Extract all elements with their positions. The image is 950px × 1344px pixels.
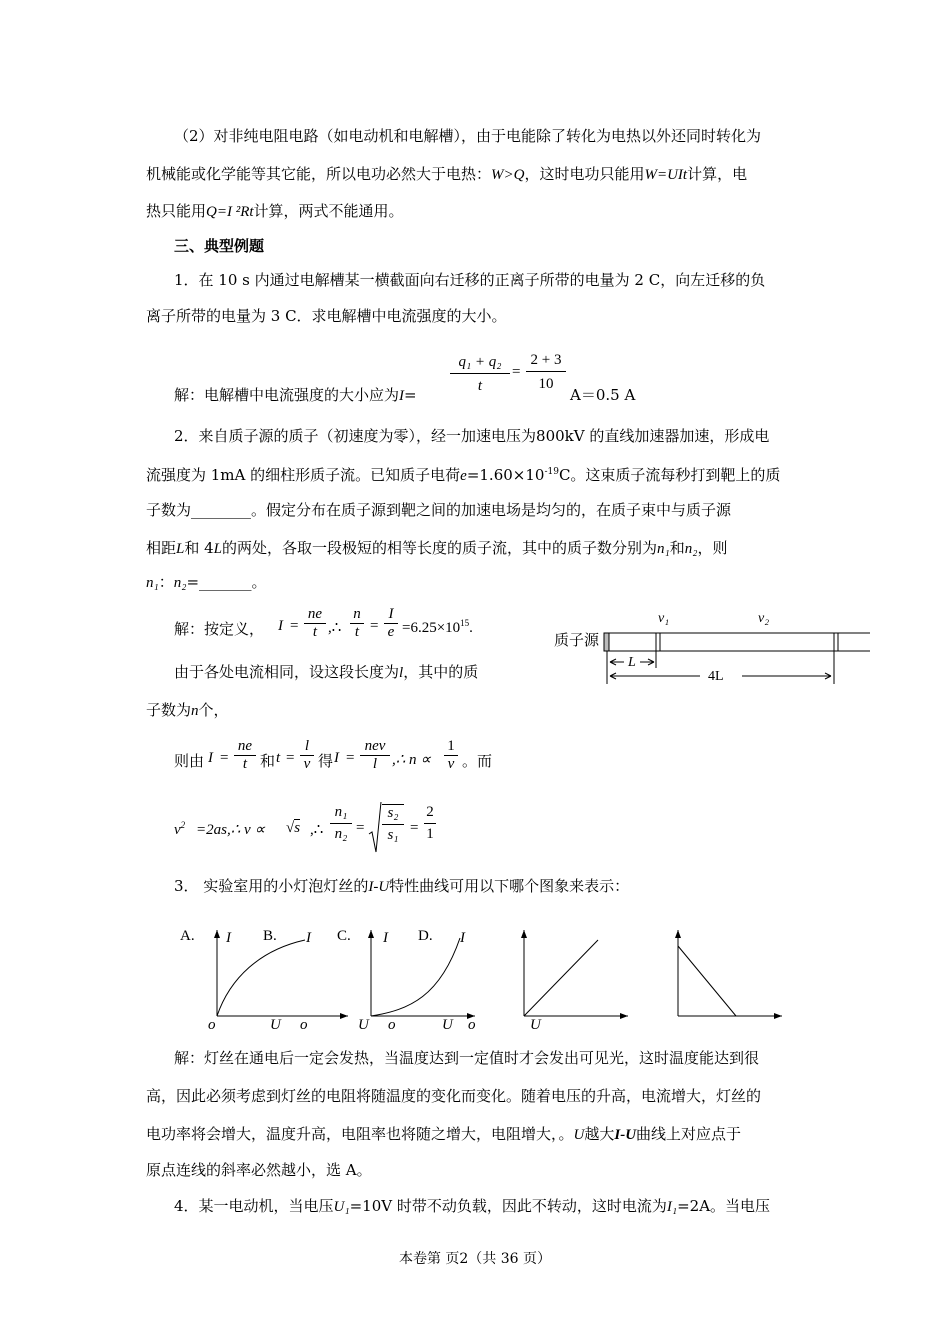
var: I bbox=[278, 618, 283, 634]
ex4-line1 bbox=[174, 1198, 838, 1215]
text: 特性曲线可用以下哪个图象来表示： bbox=[389, 877, 630, 895]
para-2-line1: （2）对非纯电阻电路（如电动机和电解槽），由于电能除了转化为电热以外还同时转化为 bbox=[174, 127, 762, 145]
frac-num: 1 bbox=[444, 738, 458, 756]
frac-num: ne bbox=[234, 738, 256, 756]
var: e bbox=[460, 468, 467, 484]
text: ，这时电功只能用 bbox=[524, 165, 645, 183]
var: I bbox=[208, 750, 213, 766]
line-linear bbox=[524, 940, 598, 1016]
text: 解：电解槽中电流强度的大小应为 bbox=[174, 386, 400, 404]
axis-U-A: U bbox=[270, 1017, 281, 1033]
text: 则由 bbox=[174, 752, 205, 770]
text: ： bbox=[158, 573, 174, 591]
frac-den: l bbox=[372, 756, 378, 772]
text: . bbox=[469, 620, 473, 636]
frac-num: ne bbox=[304, 606, 326, 624]
ex1-line2: 离子所带的电量为 3 C．求电解槽中电流强度的大小。 bbox=[146, 307, 507, 325]
text: ,∴ bbox=[310, 822, 324, 838]
frac-den: v bbox=[447, 756, 455, 772]
L-label: L bbox=[628, 655, 636, 670]
text: =10V 时带不动负载，因此不转动，这时电流为 bbox=[349, 1197, 667, 1215]
curve-A bbox=[217, 940, 305, 1016]
value bbox=[402, 618, 473, 637]
text: 。而 bbox=[462, 752, 493, 770]
text: = bbox=[356, 820, 365, 836]
source-label: 质子源 bbox=[554, 633, 600, 649]
origin-C: o bbox=[388, 1017, 396, 1033]
ex1-line1: 1．在 10 s 内通过电解槽某一横截面向右迁移的正离子所带的电量为 2 C，向左迁移的负 bbox=[174, 271, 766, 289]
text: 3． 实验室用的小灯泡灯丝的 bbox=[174, 877, 369, 895]
frac-num: n₁ bbox=[330, 804, 352, 824]
sup: -19 bbox=[544, 467, 559, 477]
ex2-sol4 bbox=[174, 734, 574, 780]
ex2-sol5 bbox=[174, 800, 574, 860]
text: =1.60×10 bbox=[466, 466, 545, 484]
text: = bbox=[404, 386, 417, 404]
text: s bbox=[294, 820, 301, 836]
text: ，则 bbox=[697, 539, 728, 557]
text: 和 bbox=[260, 752, 276, 770]
ex2-sol1 bbox=[174, 604, 524, 650]
ex3-sol3 bbox=[146, 1126, 810, 1143]
var: t bbox=[276, 750, 281, 766]
var: U₁ bbox=[333, 1199, 350, 1215]
frac-num: n bbox=[350, 606, 364, 624]
text: 4．某一电动机，当电压 bbox=[174, 1197, 334, 1215]
frac-num: 2 bbox=[424, 804, 436, 824]
v1-label: v₁ bbox=[658, 611, 670, 626]
formula: Q=I ²Rt bbox=[206, 204, 254, 220]
frac-den: s₁ bbox=[387, 827, 399, 843]
axis-U-C2: U bbox=[442, 1017, 453, 1033]
formula: I-U bbox=[614, 1127, 637, 1143]
text: 和 4 bbox=[184, 539, 214, 557]
ex3-sol4: 原点连线的斜率必然越小，选 A。 bbox=[146, 1161, 372, 1179]
text: 热只能用 bbox=[146, 202, 207, 220]
axis-I-B: I bbox=[306, 930, 311, 946]
text: = bbox=[290, 618, 299, 634]
text: 机械能或化学能等其它能，所以电功必然大于电热： bbox=[146, 165, 492, 183]
var: L bbox=[213, 541, 223, 557]
text: = bbox=[346, 750, 355, 766]
sqrt-s: √s bbox=[286, 820, 301, 836]
para-2-line3 bbox=[146, 203, 810, 220]
text: =2as,∴ v ∝ bbox=[196, 822, 266, 838]
four-L-label: 4L bbox=[708, 669, 724, 684]
text: 得 bbox=[318, 752, 334, 770]
var: U bbox=[573, 1127, 585, 1143]
para-2-line2 bbox=[146, 166, 810, 183]
axis-U-3: U bbox=[530, 1017, 541, 1033]
page-footer: 本卷第 页2（共 36 页） bbox=[398, 1251, 552, 1267]
text: ,∴ bbox=[328, 620, 342, 636]
frac-den: e bbox=[387, 624, 395, 640]
var: l bbox=[399, 665, 404, 681]
text: 计算，电 bbox=[687, 165, 748, 183]
text: =2A。当电压 bbox=[677, 1197, 771, 1215]
ex2-line4 bbox=[146, 540, 810, 557]
var: n bbox=[191, 703, 199, 719]
ex2-line1: 2．来自质子源的质子（初速度为零），经一加速电压为800kV 的直线加速器加速，形成电 bbox=[174, 427, 770, 445]
v-squared bbox=[174, 820, 185, 839]
label-D: D. bbox=[418, 928, 433, 944]
origin-B: o bbox=[300, 1017, 308, 1033]
text: 电功率将会增大，温度升高，电阻率也将随之增大，电阻增大，。 bbox=[146, 1125, 574, 1143]
var: I₁ bbox=[666, 1199, 678, 1215]
text: =6.25×10 bbox=[402, 620, 461, 636]
text: ，其中的质 bbox=[403, 663, 479, 681]
frac-den: t bbox=[312, 624, 318, 640]
text: C。这束质子流每秒打到靶上的质 bbox=[558, 466, 781, 484]
text: 曲线上对应点于 bbox=[636, 1125, 742, 1143]
frac-den: 10 bbox=[538, 376, 554, 392]
ex3-sol2: 高，因此必须考虑到灯丝的电阻将随温度的变化而变化。随着电压的升高，电流增大，灯丝的 bbox=[146, 1087, 762, 1105]
sqrt-sign bbox=[368, 800, 382, 856]
frac-den: 1 bbox=[426, 826, 434, 842]
frac-den: n₂ bbox=[334, 826, 348, 842]
var: n₁ bbox=[657, 541, 670, 557]
frac-num: l bbox=[300, 738, 314, 756]
axis-I-A: I bbox=[226, 930, 231, 946]
frac-num: 2 + 3 bbox=[526, 352, 566, 372]
ex2-line2 bbox=[146, 464, 810, 484]
text: =_______。 bbox=[186, 573, 267, 591]
text: 子数为 bbox=[146, 701, 192, 719]
ex2-line5 bbox=[146, 574, 810, 591]
line-decreasing bbox=[678, 946, 736, 1016]
axis-I-C: I bbox=[383, 930, 388, 946]
text: 和 bbox=[669, 539, 685, 557]
text: 越大 bbox=[584, 1125, 615, 1143]
text: = bbox=[220, 750, 229, 766]
var: n₁ bbox=[146, 575, 159, 591]
frac-den: t bbox=[242, 756, 248, 772]
v2-label: v₂ bbox=[758, 611, 770, 626]
ex3-line1 bbox=[174, 878, 838, 895]
ex1-solution bbox=[174, 350, 674, 404]
curve-C bbox=[371, 938, 460, 1016]
text: v bbox=[174, 822, 181, 838]
text: = bbox=[286, 750, 295, 766]
text: 由于各处电流相同，设这段长度为 bbox=[174, 663, 400, 681]
label-B: B. bbox=[263, 928, 277, 944]
text: 计算，两式不能通用。 bbox=[253, 202, 404, 220]
origin-A: o bbox=[208, 1017, 216, 1033]
formula: W>Q bbox=[491, 167, 525, 183]
text: A＝0.5 A bbox=[570, 386, 636, 404]
frac-num: I bbox=[384, 606, 398, 624]
text: 流强度为 1mA 的细柱形质子流。已知质子电荷 bbox=[146, 466, 461, 484]
sup: 15 bbox=[460, 618, 470, 628]
frac-num: q₁ + q₂ bbox=[450, 354, 510, 374]
var: n₂ bbox=[173, 575, 187, 591]
ex2-sol2 bbox=[174, 664, 534, 681]
text: 的两处，各取一段极短的相等长度的质子流，其中的质子数分别为 bbox=[222, 539, 658, 557]
var: I bbox=[399, 388, 405, 404]
text: 个， bbox=[198, 701, 229, 719]
frac-num: nev bbox=[360, 738, 390, 756]
text: = bbox=[512, 364, 521, 380]
label-A: A. bbox=[180, 928, 195, 944]
source-block bbox=[604, 633, 609, 651]
text: 相距 bbox=[146, 539, 177, 557]
frac-den: t bbox=[477, 378, 483, 394]
text: 解：按定义， bbox=[174, 620, 265, 638]
ex2-line3: 子数为________。假定分布在质子源到靶之间的加速电场是均匀的，在质子束中与质子源 bbox=[146, 501, 732, 519]
var: I bbox=[334, 750, 339, 766]
ex3-sol1: 解：灯丝在通电后一定会发热，当温度达到一定值时才会发出可见光，这时温度能达到很 bbox=[174, 1049, 760, 1067]
iu-graphs bbox=[170, 918, 790, 1036]
axis-U-C: U bbox=[358, 1017, 369, 1033]
text: = bbox=[370, 618, 379, 634]
formula: I-U bbox=[368, 879, 390, 895]
label-C: C. bbox=[337, 928, 351, 944]
var: L bbox=[176, 541, 185, 557]
section-title: 三、典型例题 bbox=[174, 237, 265, 255]
text: ,∴ n ∝ bbox=[392, 752, 432, 768]
frac-den: t bbox=[354, 624, 360, 640]
formula: W=UIt bbox=[644, 167, 688, 183]
var: n₂ bbox=[684, 541, 698, 557]
text: = bbox=[410, 820, 419, 836]
origin-D: o bbox=[468, 1017, 476, 1033]
frac-num: s₂ bbox=[382, 805, 404, 825]
axis-I-D: I bbox=[460, 930, 465, 946]
proton-beam-diagram bbox=[550, 608, 880, 688]
ex2-sol3 bbox=[146, 702, 506, 719]
sup: 2 bbox=[180, 820, 186, 830]
frac-den: v bbox=[303, 756, 311, 772]
